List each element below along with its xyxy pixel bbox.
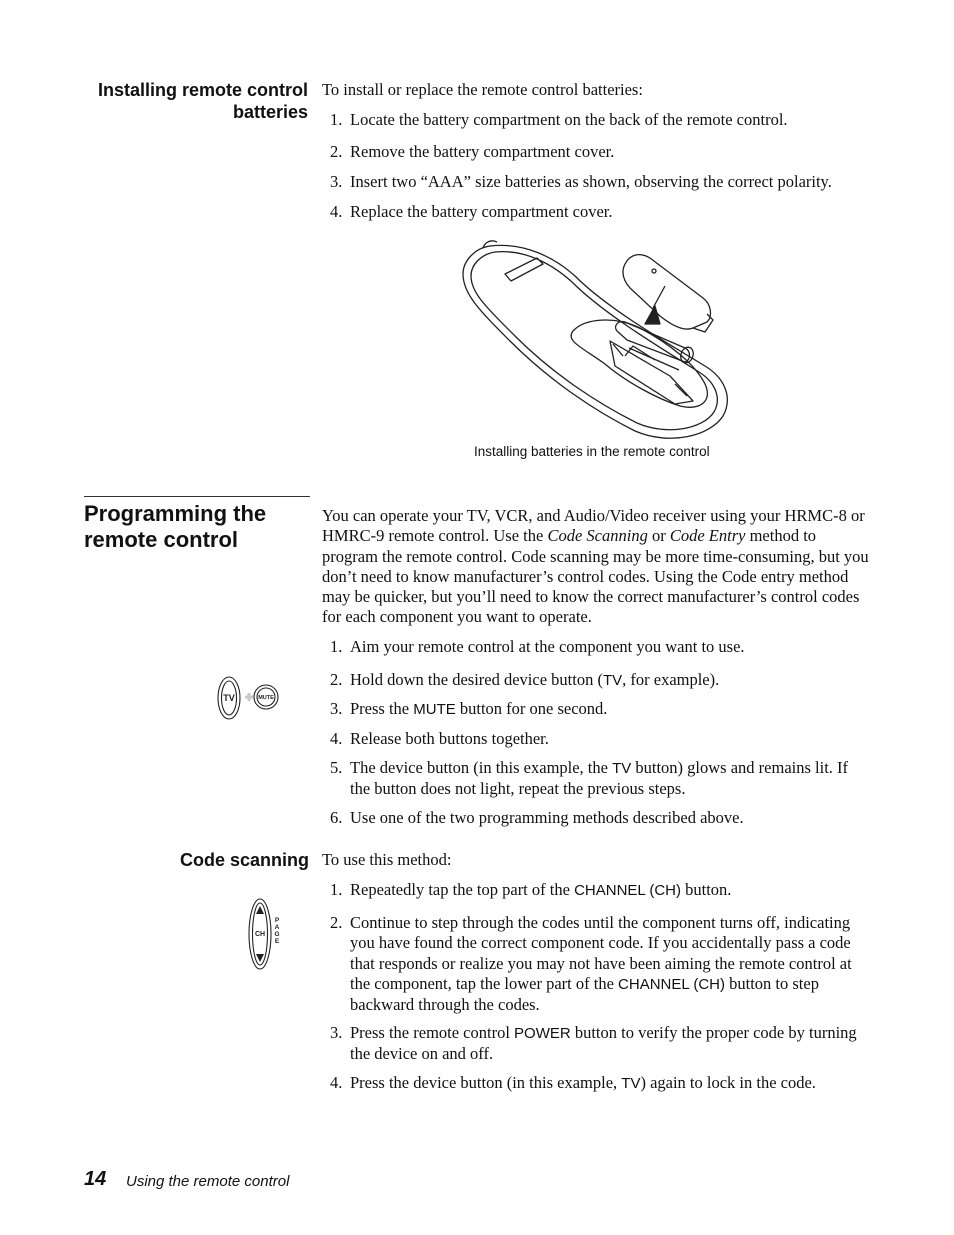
tv-mute-buttons-icon [212, 674, 284, 722]
channel-up-arrow-icon [256, 906, 264, 914]
text-run: button. [681, 880, 732, 899]
tv-button-label: TV [223, 693, 235, 703]
step-number: 2. [330, 142, 343, 161]
section-heading-programming [84, 501, 310, 553]
programming-step [330, 729, 868, 749]
key-label: POWER [514, 1025, 571, 1042]
text-run: button to step backward through the codes. [350, 973, 819, 1015]
step-number: 1. [330, 110, 343, 129]
section-divider [84, 496, 310, 497]
channel-page-rocker-icon [244, 894, 284, 974]
programming-step [330, 637, 868, 657]
text-run: Press the [350, 699, 414, 718]
heading-line: batteries [232, 102, 308, 122]
step-number: 6. [330, 808, 343, 827]
text-run: ) again to lock in the code. [640, 1073, 816, 1092]
mute-button-label: MUTE [258, 695, 274, 701]
step-number: 4. [330, 202, 343, 221]
text-run: or [647, 526, 670, 546]
step-text: Use one of the two programming methods described above. [350, 808, 744, 827]
step-number: 1. [330, 880, 343, 899]
key-label: MUTE [413, 701, 456, 718]
battery-step [330, 142, 868, 162]
text-run: Press the remote control [350, 1023, 515, 1042]
heading-line: Programming the [84, 501, 267, 526]
text-run: button) glows and remains lit. If the button does not light, repeat the previous steps. [350, 758, 849, 799]
illustration-caption: Installing batteries in the remote control [474, 444, 710, 459]
programming-step [330, 699, 868, 720]
step-text: Insert two “AAA” size batteries as shown, observing the correct polarity. [350, 172, 832, 191]
key-label: TV [602, 672, 623, 689]
step-text [350, 880, 868, 901]
page-letter: P [274, 917, 280, 924]
step-number: 3. [330, 699, 343, 718]
programming-step [330, 758, 868, 800]
step-text [350, 699, 868, 720]
code-scanning-step [330, 880, 868, 901]
code-scanning-step [330, 1023, 868, 1065]
key-label: TV [612, 760, 632, 777]
programming-step [330, 670, 868, 691]
key-label: CHANNEL (CH) [618, 975, 725, 993]
code-scanning-intro: To use this method: [322, 850, 452, 869]
step-text [350, 913, 868, 1015]
key-label: CHANNEL (CH) [574, 882, 682, 899]
text-run: button for one second. [455, 699, 608, 718]
step-number: 4. [330, 729, 343, 748]
step-text [350, 758, 868, 800]
page-letter: G [274, 931, 280, 938]
page-number: 14 [84, 1168, 107, 1190]
step-text [350, 1073, 868, 1094]
battery-intro: To install or replace the remote control batteries: [322, 80, 643, 99]
page-letter: A [274, 924, 280, 931]
text-run: Press the device button (in this example, [350, 1073, 622, 1092]
step-number: 5. [330, 758, 343, 777]
step-number: 4. [330, 1073, 343, 1092]
code-scanning-step [330, 1073, 868, 1094]
step-text: Replace the battery compartment cover. [350, 202, 613, 221]
remote-battery-illustration [455, 236, 740, 446]
channel-down-arrow-icon [256, 954, 264, 962]
step-text: Release both buttons together. [350, 729, 549, 748]
step-text [350, 1023, 868, 1065]
battery-step [330, 202, 868, 222]
step-number: 1. [330, 637, 343, 656]
text-run: method to program the remote control. Code scanning may be more time-consuming, but you don’t need to know manufacturer’s control codes. Using the Code entry method may be quicker, but you’ll need to know the correct manufacturer’s control codes for each component you want to operate. [322, 526, 869, 627]
text-run: Repeatedly tap the top part of the [350, 880, 575, 899]
programming-intro [322, 506, 870, 628]
battery-step [330, 172, 868, 192]
step-text [350, 670, 868, 691]
emphasis-code-scanning: Code Scanning [547, 526, 648, 546]
step-text: Locate the battery compartment on the back of the remote control. [350, 110, 788, 129]
step-number: 2. [330, 913, 343, 932]
text-run: , for example). [622, 670, 720, 689]
battery-step [330, 110, 868, 130]
heading-line: remote control [84, 527, 239, 552]
page-letter: E [274, 938, 280, 945]
section-heading-code-scanning: Code scanning [179, 850, 309, 870]
step-number: 2. [330, 670, 343, 689]
step-text: Aim your remote control at the component you want to use. [350, 637, 745, 656]
step-text: Remove the battery compartment cover. [350, 142, 615, 161]
footer-title: Using the remote control [126, 1173, 290, 1190]
code-scanning-step [330, 913, 868, 1015]
heading-line: Installing remote control [97, 80, 308, 100]
programming-step [330, 808, 868, 828]
text-run: Hold down the desired device button ( [350, 670, 603, 689]
step-number: 3. [330, 1023, 343, 1042]
step-number: 3. [330, 172, 343, 191]
emphasis-code-entry: Code Entry [669, 526, 746, 546]
text-run: Continue to step through the codes until the component turns off, indicating you have found the correct component code. If you accidentally pass a code that responds or realize you may not have been aiming the remote control at the component, tap the lower part of the [350, 913, 852, 993]
ch-label: CH [254, 931, 266, 938]
section-heading-installing-batteries [60, 79, 308, 123]
text-run: button to verify the proper code by turning the device on and off. [350, 1023, 857, 1064]
key-label: TV [621, 1075, 641, 1092]
text-run: The device button (in this example, the [350, 758, 613, 777]
text-run: You can operate your TV, VCR, and Audio/Video receiver using your HRMC-8 or HMRC-9 remote control. Use the [322, 506, 865, 546]
